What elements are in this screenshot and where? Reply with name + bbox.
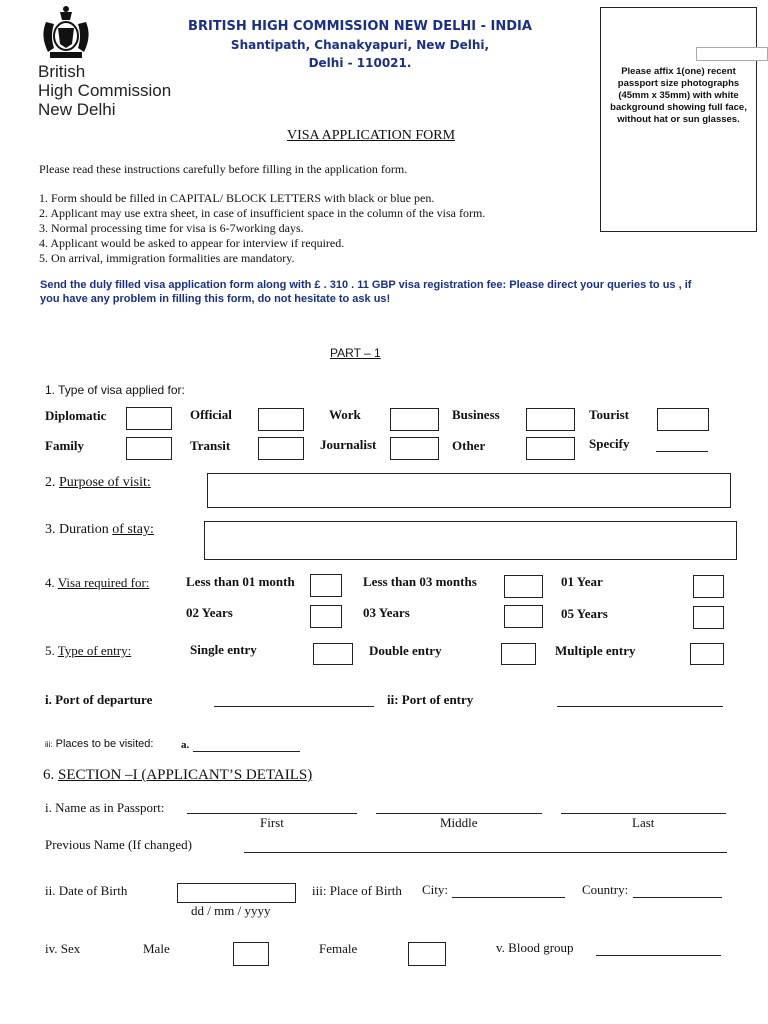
checkbox-business[interactable] bbox=[526, 408, 575, 431]
places-roman: iii: bbox=[45, 740, 53, 749]
checkbox-family[interactable] bbox=[126, 437, 172, 460]
instruction-item: 5. On arrival, immigration formalities are mandatory. bbox=[39, 251, 295, 265]
section1-number: 6. bbox=[43, 767, 58, 783]
checkbox-less-3-months[interactable] bbox=[504, 575, 543, 598]
royal-crest-logo bbox=[36, 2, 96, 62]
header-address-2: Delhi - 110021. bbox=[308, 56, 412, 70]
last-name-caption: Last bbox=[632, 815, 655, 830]
places-text: Places to be visited: bbox=[52, 738, 154, 750]
country-label: Country: bbox=[582, 882, 629, 897]
places-input[interactable] bbox=[193, 751, 300, 752]
dob-format-hint: dd / mm / yyyy bbox=[191, 903, 271, 918]
dob-label: ii. Date of Birth bbox=[45, 883, 128, 898]
entry-type-number: 5. bbox=[45, 643, 58, 658]
header-address-1: Shantipath, Chanakyapuri, New Delhi, bbox=[230, 38, 490, 52]
country-input[interactable] bbox=[633, 897, 722, 898]
instructions-list bbox=[39, 191, 485, 266]
form-title: VISA APPLICATION FORM bbox=[287, 128, 456, 143]
part-label: PART – 1 bbox=[330, 346, 381, 360]
option-tourist-label: Tourist bbox=[589, 407, 629, 422]
purpose-number: 2. bbox=[45, 475, 59, 490]
option-business-label: Business bbox=[452, 407, 500, 422]
option-specify-label: Specify bbox=[589, 436, 630, 451]
header-title: BRITISH HIGH COMMISSION NEW DELHI - INDIA bbox=[188, 19, 532, 34]
blood-group-label: v. Blood group bbox=[496, 940, 574, 955]
checkbox-official[interactable] bbox=[258, 408, 304, 431]
checkbox-male[interactable] bbox=[233, 942, 269, 966]
duration-text: of stay: bbox=[112, 522, 154, 537]
checkbox-transit[interactable] bbox=[258, 437, 304, 460]
option-multiple-entry-label: Multiple entry bbox=[555, 643, 636, 658]
places-sub-a: a. bbox=[181, 739, 190, 751]
name-label: i. Name as in Passport: bbox=[45, 800, 165, 815]
port-entry-label: ii: Port of entry bbox=[387, 692, 474, 707]
checkbox-female[interactable] bbox=[408, 942, 446, 966]
small-field[interactable] bbox=[696, 47, 768, 61]
checkbox-1-year[interactable] bbox=[693, 575, 724, 598]
specify-input[interactable] bbox=[656, 451, 708, 452]
instruction-item: 1. Form should be filled in CAPITAL/ BLOCK LETTERS with black or blue pen. bbox=[39, 191, 435, 205]
port-departure-input[interactable] bbox=[214, 706, 374, 707]
dob-input[interactable] bbox=[177, 883, 296, 903]
option-double-entry-label: Double entry bbox=[369, 643, 442, 658]
visa-required-text: Visa required for: bbox=[57, 575, 150, 590]
duration-number: 3. Duration bbox=[45, 522, 113, 537]
checkbox-single-entry[interactable] bbox=[313, 643, 353, 665]
previous-name-input[interactable] bbox=[244, 852, 727, 853]
port-entry-input[interactable] bbox=[557, 706, 723, 707]
option-official-label: Official bbox=[190, 407, 232, 422]
sex-label: iv. Sex bbox=[45, 941, 81, 956]
city-label: City: bbox=[422, 882, 449, 897]
duration-label bbox=[45, 522, 154, 538]
option-less-3-months-label: Less than 03 months bbox=[363, 574, 477, 589]
last-name-input[interactable] bbox=[561, 813, 726, 814]
org-name-line1: British bbox=[38, 62, 86, 81]
middle-name-caption: Middle bbox=[440, 815, 478, 830]
checkbox-2-years[interactable] bbox=[310, 605, 342, 628]
checkbox-journalist[interactable] bbox=[390, 437, 439, 460]
option-family-label: Family bbox=[45, 438, 84, 453]
entry-type-text: Type of entry: bbox=[57, 643, 132, 658]
instruction-item: 3. Normal processing time for visa is 6-7working days. bbox=[39, 221, 304, 235]
middle-name-input[interactable] bbox=[376, 813, 542, 814]
visa-required-number: 4. bbox=[45, 575, 58, 590]
purpose-input[interactable] bbox=[207, 473, 731, 508]
option-5-years-label: 05 Years bbox=[561, 606, 608, 621]
org-name-line2: High Commission bbox=[38, 81, 172, 100]
first-name-input[interactable] bbox=[187, 813, 357, 814]
section1-heading bbox=[43, 767, 312, 784]
female-label: Female bbox=[319, 941, 358, 956]
places-label bbox=[45, 738, 153, 750]
checkbox-other[interactable] bbox=[526, 437, 575, 460]
option-single-entry-label: Single entry bbox=[190, 642, 257, 657]
blood-group-input[interactable] bbox=[596, 955, 721, 956]
option-diplomatic-label: Diplomatic bbox=[45, 408, 107, 423]
checkbox-multiple-entry[interactable] bbox=[690, 643, 724, 665]
pob-label: iii: Place of Birth bbox=[312, 883, 402, 898]
port-departure-label: i. Port of departure bbox=[45, 692, 153, 707]
option-journalist-label: Journalist bbox=[320, 437, 377, 452]
checkbox-3-years[interactable] bbox=[504, 605, 543, 628]
option-1-year-label: 01 Year bbox=[561, 574, 603, 589]
visa-required-label bbox=[45, 575, 149, 591]
checkbox-less-1-month[interactable] bbox=[310, 574, 342, 597]
option-transit-label: Transit bbox=[190, 438, 231, 453]
visa-type-question: 1. Type of visa applied for: bbox=[45, 383, 185, 397]
option-3-years-label: 03 Years bbox=[363, 605, 410, 620]
option-work-label: Work bbox=[329, 407, 361, 422]
checkbox-tourist[interactable] bbox=[657, 408, 709, 431]
checkbox-5-years[interactable] bbox=[693, 606, 724, 629]
instructions-intro: Please read these instructions carefully before filling in the application form. bbox=[39, 162, 408, 176]
option-other-label: Other bbox=[452, 438, 486, 453]
purpose-label bbox=[45, 475, 151, 491]
previous-name-label: Previous Name (If changed) bbox=[45, 837, 192, 852]
first-name-caption: First bbox=[260, 815, 284, 830]
entry-type-label bbox=[45, 643, 131, 659]
purpose-text: Purpose of visit: bbox=[59, 475, 151, 490]
section1-title: SECTION –I (APPLICANT’S DETAILS) bbox=[58, 767, 313, 783]
instruction-item: 2. Applicant may use extra sheet, in case of insufficient space in the column of the visa form. bbox=[39, 206, 486, 220]
option-less-1-month-label: Less than 01 month bbox=[186, 574, 295, 589]
checkbox-diplomatic[interactable] bbox=[126, 407, 172, 430]
photo-box[interactable] bbox=[600, 7, 757, 232]
city-input[interactable] bbox=[452, 897, 565, 898]
instruction-item: 4. Applicant would be asked to appear for interview if required. bbox=[39, 236, 345, 250]
checkbox-work[interactable] bbox=[390, 408, 439, 431]
duration-input[interactable] bbox=[204, 521, 737, 560]
checkbox-double-entry[interactable] bbox=[501, 643, 536, 665]
male-label: Male bbox=[143, 941, 170, 956]
option-2-years-label: 02 Years bbox=[186, 605, 233, 620]
photo-instructions: Please affix 1(one) recent passport size photographs (45mm x 35mm) with white background showing full face, without hat or sun glasses. bbox=[610, 66, 747, 125]
org-name-line3: New Delhi bbox=[38, 100, 116, 119]
fee-notice: Send the duly filled visa application form along with £ . 310 . 11 GBP visa registration fee: Please direct your queries to us , if you have any problem in filling this form, do not hesitate to ask us! bbox=[40, 279, 692, 305]
